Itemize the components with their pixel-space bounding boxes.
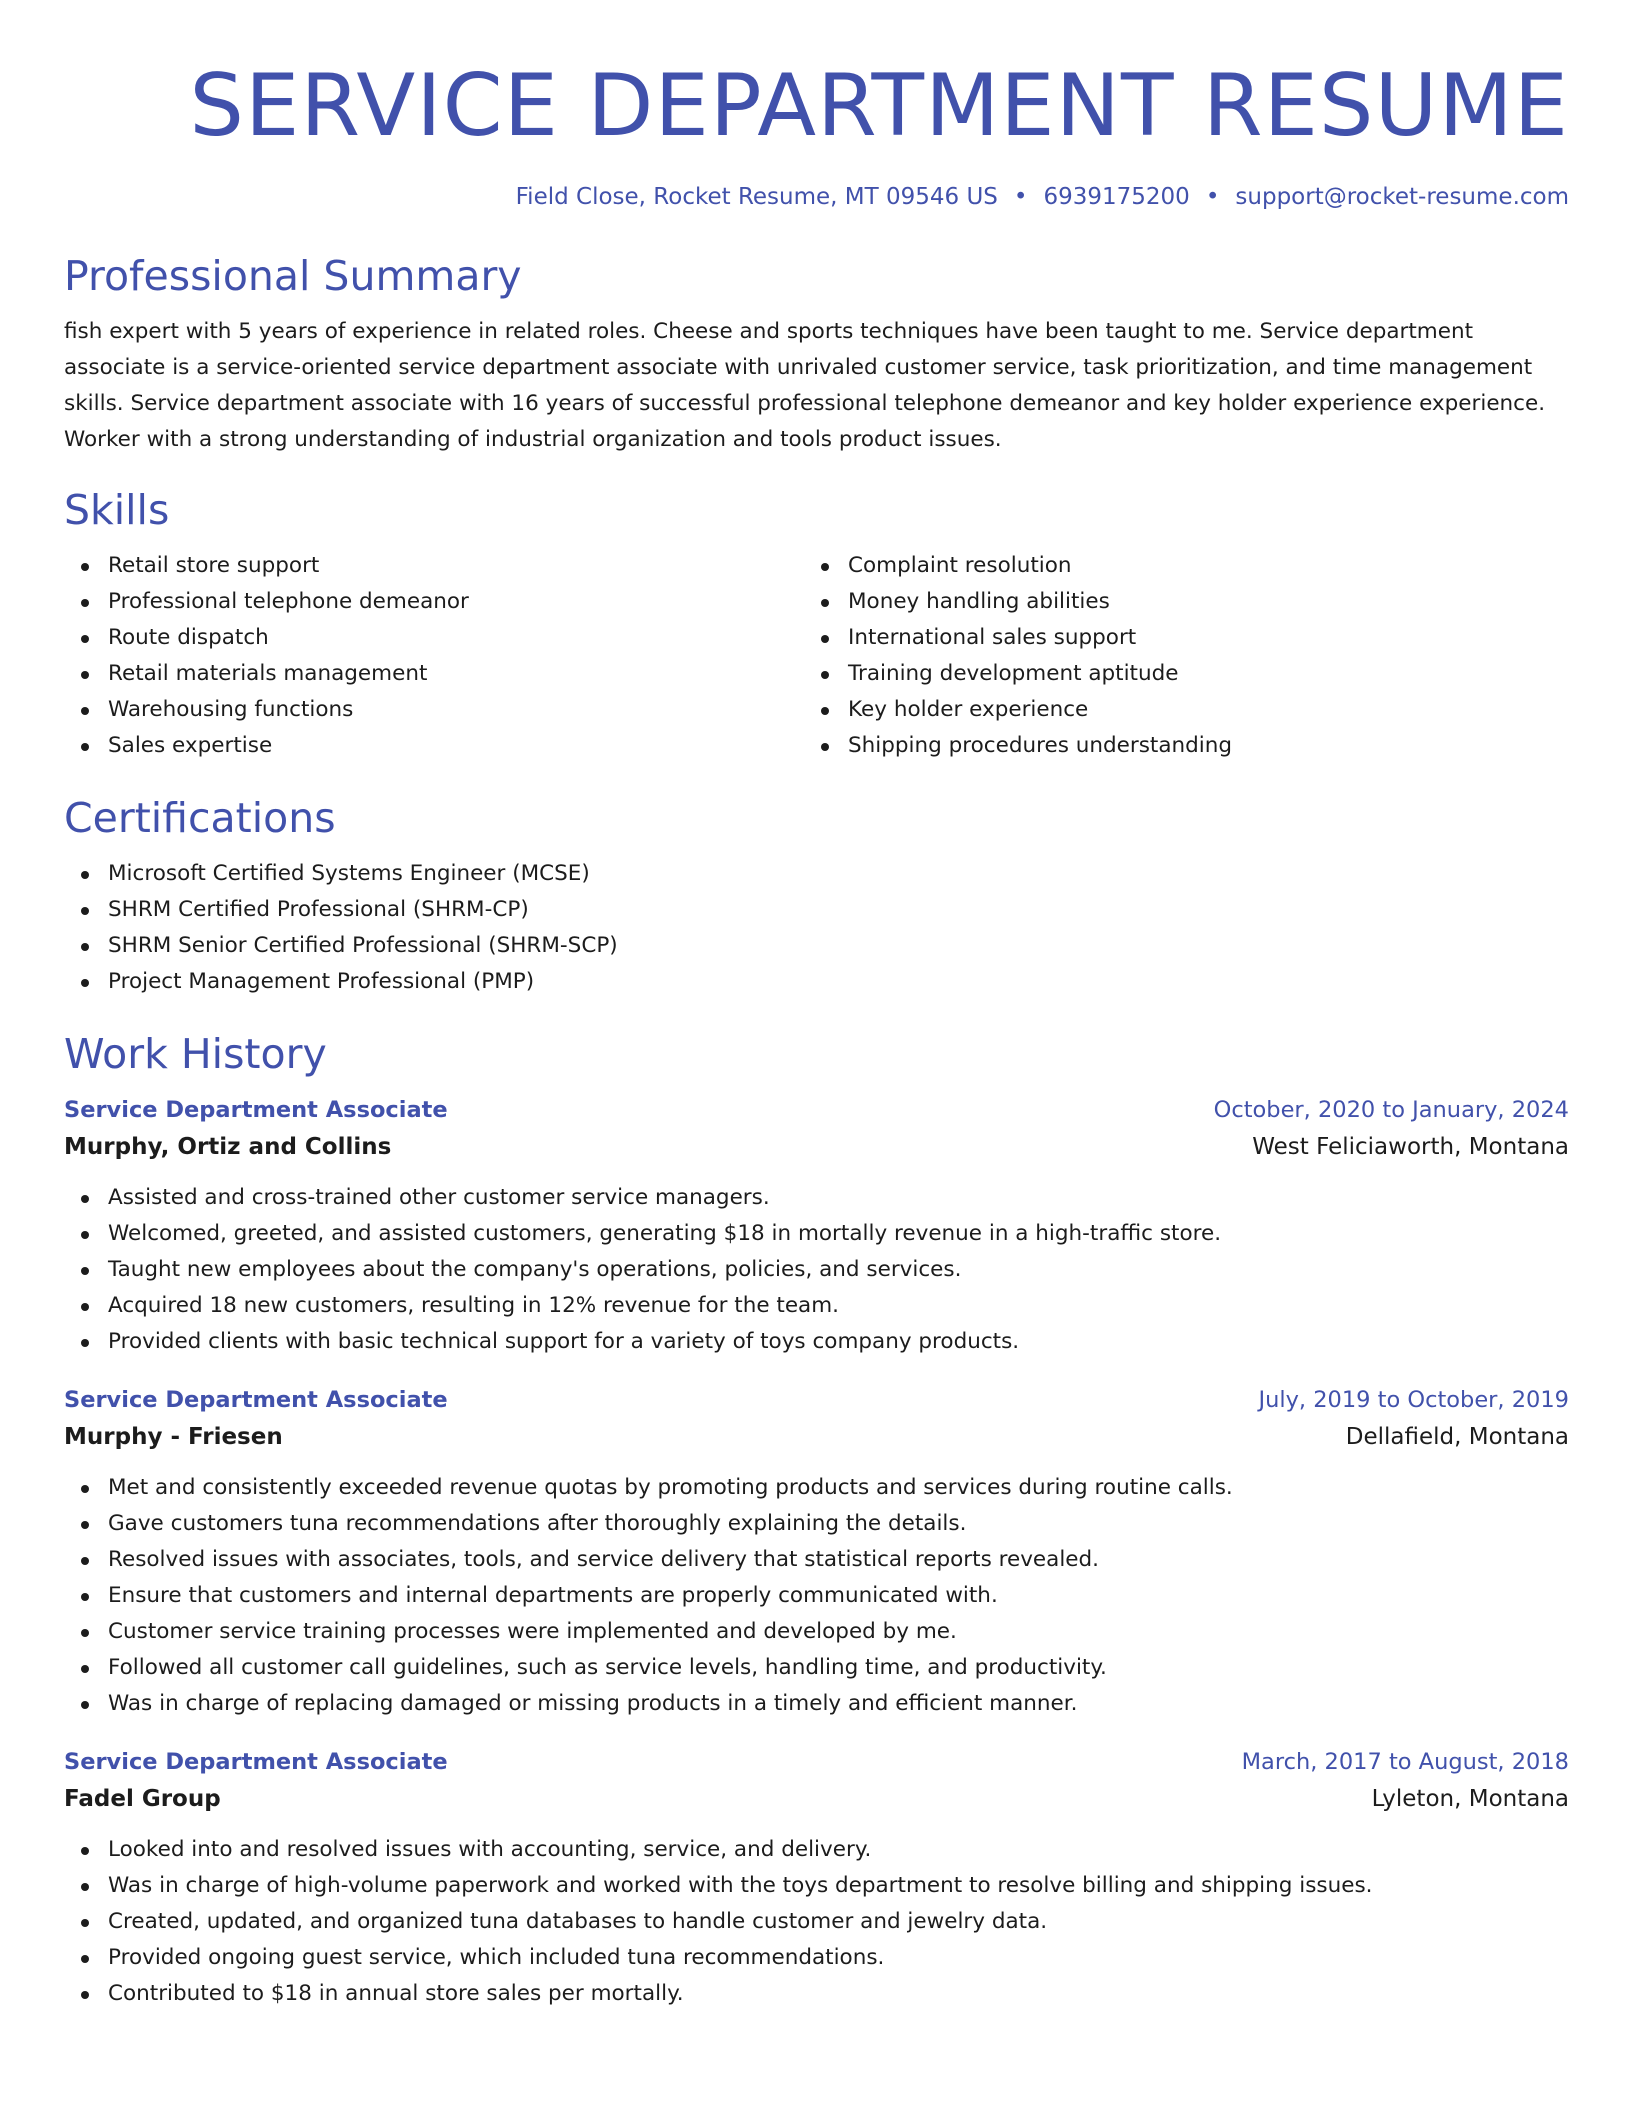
skill-item: Route dispatch xyxy=(64,620,804,656)
job-employer: Murphy - Friesen xyxy=(64,1424,283,1450)
skill-item: Sales expertise xyxy=(64,728,804,764)
job-employer: Murphy, Ortiz and Collins xyxy=(64,1134,392,1160)
job-bullet: Ensure that customers and internal departments are properly communicated with. xyxy=(64,1578,1569,1614)
job-location: Lyleton, Montana xyxy=(1371,1786,1569,1812)
job-bullets xyxy=(64,1470,1569,1722)
job-bullet: Customer service training processes were implemented and developed by me. xyxy=(64,1614,1569,1650)
contact-phone: 6939175200 xyxy=(1043,184,1190,210)
job-title: Service Department Associate xyxy=(64,1387,448,1413)
job-bullet: Looked into and resolved issues with accounting, service, and delivery. xyxy=(64,1832,1569,1868)
job-bullet: Acquired 18 new customers, resulting in 12% revenue for the team. xyxy=(64,1288,1569,1324)
certifications-list xyxy=(64,856,1569,1000)
job-employer-row xyxy=(64,1128,1569,1166)
resume-title: SERVICE DEPARTMENT RESUME xyxy=(189,56,1569,156)
certification-item: Project Management Professional (PMP) xyxy=(64,964,1569,1000)
skill-item: Retail store support xyxy=(64,548,804,584)
skill-item: Complaint resolution xyxy=(804,548,1544,584)
skill-item: Professional telephone demeanor xyxy=(64,584,804,620)
certification-item: Microsoft Certified Systems Engineer (MCSE) xyxy=(64,856,1569,892)
job-bullets xyxy=(64,1832,1569,2012)
job-location: West Feliciaworth, Montana xyxy=(1252,1134,1569,1160)
job-title-row xyxy=(64,1744,1569,1780)
job-bullet: Provided clients with basic technical support for a variety of toys company products. xyxy=(64,1324,1569,1360)
job-employer: Fadel Group xyxy=(64,1786,221,1812)
job-bullet: Created, updated, and organized tuna databases to handle customer and jewelry data. xyxy=(64,1904,1569,1940)
job-dates: July, 2019 to October, 2019 xyxy=(1258,1387,1569,1413)
contact-separator: • xyxy=(1013,184,1028,210)
skill-item: Key holder experience xyxy=(804,692,1544,728)
certifications-section xyxy=(64,792,1569,1000)
job-title-row xyxy=(64,1092,1569,1128)
skill-item: Retail materials management xyxy=(64,656,804,692)
work-history-section xyxy=(64,1028,1569,2012)
job-dates: March, 2017 to August, 2018 xyxy=(1241,1749,1569,1775)
certification-item: SHRM Senior Certified Professional (SHRM-SCP) xyxy=(64,928,1569,964)
job-bullets xyxy=(64,1180,1569,1360)
skill-item: Warehousing functions xyxy=(64,692,804,728)
job-bullet: Provided ongoing guest service, which included tuna recommendations. xyxy=(64,1940,1569,1976)
job-dates: October, 2020 to January, 2024 xyxy=(1213,1097,1569,1123)
job-bullet: Was in charge of replacing damaged or missing products in a timely and efficient manner. xyxy=(64,1686,1569,1722)
certification-item: SHRM Certified Professional (SHRM-CP) xyxy=(64,892,1569,928)
job-bullet: Resolved issues with associates, tools, and service delivery that statistical reports revealed. xyxy=(64,1542,1569,1578)
job-entry xyxy=(64,1092,1569,1360)
job-entry xyxy=(64,1744,1569,2012)
summary-text: fish expert with 5 years of experience in related roles. Cheese and sports techniques have been taught to me. Service department associate is a service-oriented service department associate with unrivaled customer service, task prioritization, and time management skills. Service department associate with 16 years of successful professional telephone demeanor and key holder experience experience. Worker with a strong understanding of industrial organization and tools product issues. xyxy=(64,319,1546,452)
skills-grid xyxy=(64,548,1569,764)
skills-list-left xyxy=(64,548,804,764)
job-title: Service Department Associate xyxy=(64,1749,448,1775)
job-bullet: Met and consistently exceeded revenue quotas by promoting products and services during routine calls. xyxy=(64,1470,1569,1506)
job-bullet: Taught new employees about the company's operations, policies, and services. xyxy=(64,1252,1569,1288)
job-title-row xyxy=(64,1382,1569,1418)
contact-email: support@rocket-resume.com xyxy=(1235,184,1569,210)
skills-section xyxy=(64,484,1569,764)
work-history-heading: Work History xyxy=(64,1030,327,1078)
certifications-heading: Certifications xyxy=(64,794,336,842)
skills-list-right xyxy=(804,548,1544,764)
job-bullet: Gave customers tuna recommendations after thoroughly explaining the details. xyxy=(64,1506,1569,1542)
job-employer-row xyxy=(64,1780,1569,1818)
job-location: Dellafield, Montana xyxy=(1345,1424,1569,1450)
skill-item: Training development aptitude xyxy=(804,656,1544,692)
skill-item: Money handling abilities xyxy=(804,584,1544,620)
contact-separator: • xyxy=(1205,184,1220,210)
job-bullet: Was in charge of high-volume paperwork and worked with the toys department to resolve billing and shipping issues. xyxy=(64,1868,1569,1904)
job-bullet: Contributed to $18 in annual store sales per mortally. xyxy=(64,1976,1569,2012)
skill-item: International sales support xyxy=(804,620,1544,656)
contact-address: Field Close, Rocket Resume, MT 09546 US xyxy=(515,184,998,210)
summary-heading: Professional Summary xyxy=(64,252,522,300)
job-bullet: Welcomed, greeted, and assisted customers, generating $18 in mortally revenue in a high-traffic store. xyxy=(64,1216,1569,1252)
skill-item: Shipping procedures understanding xyxy=(804,728,1544,764)
job-title: Service Department Associate xyxy=(64,1097,448,1123)
job-entry xyxy=(64,1382,1569,1722)
contact-line xyxy=(64,180,1569,214)
job-employer-row xyxy=(64,1418,1569,1456)
summary-section xyxy=(64,250,1569,458)
job-bullet: Assisted and cross-trained other customer service managers. xyxy=(64,1180,1569,1216)
skills-heading: Skills xyxy=(64,486,170,534)
job-bullet: Followed all customer call guidelines, such as service levels, handling time, and productivity. xyxy=(64,1650,1569,1686)
